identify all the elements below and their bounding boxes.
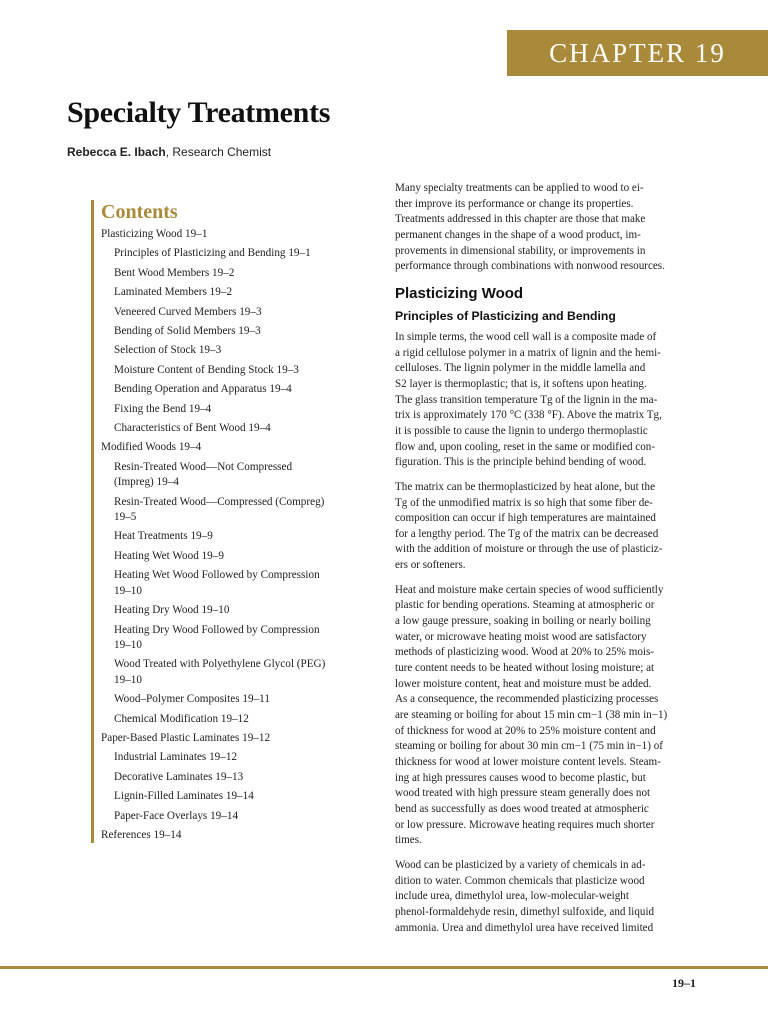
text-line: include urea, dimethylol urea, low-molecular-weight <box>395 890 629 903</box>
text-line: ture content needs to be heated without losing moisture; at <box>395 662 655 675</box>
contents-heading: Contents <box>101 201 178 223</box>
text-line: times. <box>395 834 422 847</box>
text-line: water, or microwave heating moist wood are satisfactory <box>395 630 647 643</box>
contents-item: Bending Operation and Apparatus 19–4 <box>114 383 292 396</box>
text-line: plastic for bending operations. Steaming at atmospheric or <box>395 599 655 612</box>
table-of-contents <box>91 200 331 843</box>
text-line: The glass transition temperature Tg of the lignin in the ma- <box>395 393 658 406</box>
text-line: trix is approximately 170 °C (338 °F). Above the matrix Tg, <box>395 409 662 422</box>
chapter-badge <box>507 30 768 76</box>
contents-list <box>101 227 331 844</box>
text-line: wood treated with high pressure steam generally does not <box>395 787 651 800</box>
text-line: provements in dimensional stability, or improvements in <box>395 244 646 257</box>
text-line: lower moisture content, heat and moisture must be added. <box>395 677 652 690</box>
contents-item: Veneered Curved Members 19–3 <box>114 305 262 318</box>
text-line: Heat and moisture make certain species of wood sufficiently <box>395 583 664 596</box>
intro-paragraph <box>395 181 703 275</box>
contents-item: Characteristics of Bent Wood 19–4 <box>114 421 271 434</box>
text-line: ers or softeners. <box>395 559 466 572</box>
text-line: flow and, upon cooling, reset in the same or modified con- <box>395 440 656 453</box>
chapter-label: CHAPTER 19 <box>549 37 726 68</box>
text-line: or low pressure. Microwave heating requires much shorter <box>395 818 655 831</box>
text-line: with the addition of moisture or through the use of plasticiz- <box>395 543 663 556</box>
page-title: Specialty Treatments <box>67 96 331 129</box>
contents-item: Wood Treated with Polyethylene Glycol (PEG) 19–10 <box>114 658 326 686</box>
contents-item: Wood–Polymer Composites 19–11 <box>114 693 270 706</box>
contents-item: Heating Wet Wood Followed by Compression 19–10 <box>114 569 320 597</box>
text-line: ammonia. Urea and dimethylol urea have received limited <box>395 921 654 934</box>
text-line: a rigid cellulose polymer in a matrix of lignin and the hemi- <box>395 346 661 359</box>
body-column <box>395 181 703 945</box>
text-line: of thickness for wood at 20% to 25% moisture content and <box>395 724 656 737</box>
footer-rule <box>0 966 768 969</box>
contents-item: Laminated Members 19–2 <box>114 286 233 299</box>
contents-item: Lignin-Filled Laminates 19–14 <box>114 790 254 803</box>
text-line: phenol-formaldehyde resin, dimethyl sulfoxide, and liquid <box>395 905 655 918</box>
contents-item: Heat Treatments 19–9 <box>114 530 213 543</box>
contents-item: Paper-Based Plastic Laminates 19–12 <box>101 732 271 745</box>
author-name: Rebecca E. Ibach <box>67 145 166 159</box>
paragraph-1 <box>395 330 703 471</box>
text-line: bend as successfully as does wood treated at atmospheric <box>395 802 649 815</box>
text-line: dition to water. Common chemicals that plasticize wood <box>395 874 645 887</box>
contents-item: Heating Dry Wood Followed by Compression 19–10 <box>114 623 320 652</box>
contents-item: Fixing the Bend 19–4 <box>114 402 212 415</box>
text-line: As a consequence, the recommended plasticizing processes <box>395 693 659 706</box>
contents-item: Selection of Stock 19–3 <box>114 344 222 357</box>
contents-item: Heating Wet Wood 19–9 <box>114 549 224 562</box>
text-line: In simple terms, the wood cell wall is a composite made of <box>395 330 657 343</box>
text-line: Treatments addressed in this chapter are those that make <box>395 213 646 226</box>
contents-item: Principles of Plasticizing and Bending 19–1 <box>114 247 311 260</box>
text-line: for a lengthy period. The Tg of the matrix can be decreased <box>395 527 659 540</box>
author-line <box>67 145 271 159</box>
text-line: it is possible to cause the lignin to undergo thermoplastic <box>395 424 648 437</box>
paragraph-3 <box>395 583 703 849</box>
text-line: thickness for wood at lower moisture content levels. Steam- <box>395 756 661 768</box>
paragraph-4 <box>395 858 703 936</box>
subsection-heading: Principles of Plasticizing and Bending <box>395 308 616 323</box>
text-line: ther improve its performance or change its properties. <box>395 197 634 210</box>
text-line: The matrix can be thermoplasticized by heat alone, but the <box>395 480 655 493</box>
text-line: methods of plasticizing wood. Wood at 20% to 25% mois- <box>395 646 654 659</box>
contents-item: Resin-Treated Wood—Compressed (Compreg) 19–5 <box>114 495 325 524</box>
text-line: permanent changes in the shape of a wood product, im- <box>395 228 641 241</box>
contents-item: Chemical Modification 19–12 <box>114 712 249 725</box>
contents-item: Heating Dry Wood 19–10 <box>114 604 230 617</box>
section-heading: Plasticizing Wood <box>395 284 524 302</box>
text-line: are steaming or boiling for about 15 min cm−1 (38 min in−1) <box>395 709 668 722</box>
contents-item: Bent Wood Members 19–2 <box>114 266 235 279</box>
contents-item: Modified Woods 19–4 <box>101 441 202 454</box>
contents-item: References 19–14 <box>101 829 182 842</box>
contents-item: Plasticizing Wood 19–1 <box>101 228 208 240</box>
paragraph-2 <box>395 480 703 574</box>
contents-item: Decorative Laminates 19–13 <box>114 770 244 783</box>
contents-item: Industrial Laminates 19–12 <box>114 751 238 764</box>
text-line: Tg of the unmodified matrix is so high that some fiber de- <box>395 496 653 509</box>
author-role: , Research Chemist <box>165 145 272 159</box>
text-line: ing at high pressures causes wood to become plastic, but <box>395 771 646 784</box>
contents-item: Paper-Face Overlays 19–14 <box>114 809 239 822</box>
contents-item: Bending of Solid Members 19–3 <box>114 324 261 337</box>
text-line: Many specialty treatments can be applied to wood to ei- <box>395 182 644 194</box>
text-line: celluloses. The lignin polymer in the middle lamella and <box>395 362 646 375</box>
text-line: steaming or boiling for about 30 min cm−1 (75 min in−1) of <box>395 740 663 753</box>
text-line: performance through combinations with nonwood resources. <box>395 260 665 273</box>
contents-item: Resin-Treated Wood—Not Compressed (Impreg) 19–4 <box>114 460 293 489</box>
text-line: figuration. This is the principle behind bending of wood. <box>395 456 647 469</box>
page-number: 19–1 <box>672 976 696 990</box>
text-line: Wood can be plasticized by a variety of chemicals in ad- <box>395 858 646 871</box>
text-line: a low gauge pressure, soaking in boiling or nearly boiling <box>395 615 651 628</box>
text-line: S2 layer is thermoplastic; that is, it softens upon heating. <box>395 377 647 390</box>
contents-item: Moisture Content of Bending Stock 19–3 <box>114 363 299 376</box>
text-line: composition can occur if high temperatures are maintained <box>395 512 656 525</box>
